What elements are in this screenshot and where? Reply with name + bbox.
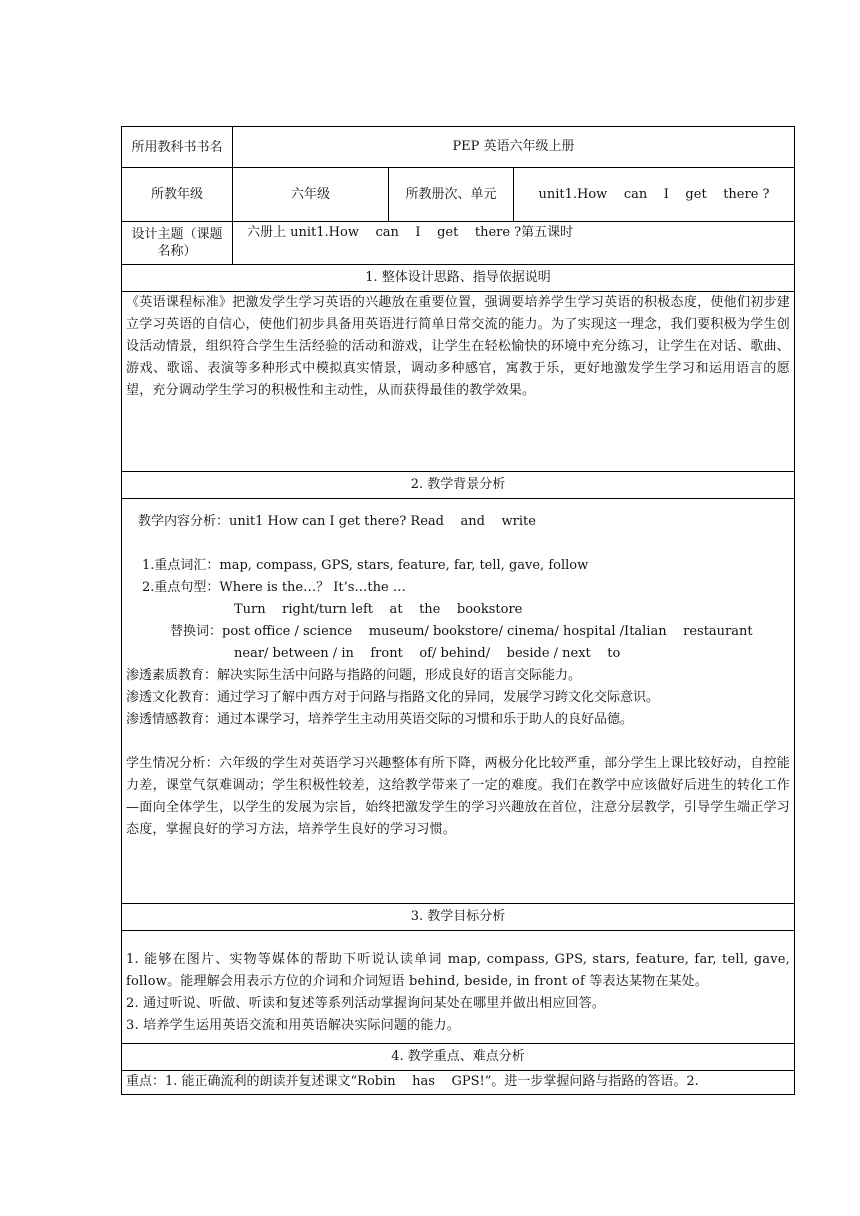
theme-value: 六册上 unit1.How can I get there ?第五课时 <box>233 222 795 265</box>
section-1-body <box>122 292 795 472</box>
textbook-label: 所用教科书书名 <box>122 127 233 168</box>
theme-row <box>122 222 795 265</box>
section-4-title: 4. 教学重点、难点分析 <box>122 1044 795 1071</box>
section-4-header <box>122 1044 795 1071</box>
goal-3: 3. 培养学生运用英语交流和用英语解决实际问题的能力。 <box>126 1018 460 1033</box>
section-3-body <box>122 931 795 1044</box>
volume-label: 所教册次、单元 <box>389 168 514 222</box>
quality-education: 渗透素质教育：解决实际生活中问路与指路的问题，形成良好的语言交际能力。 <box>126 668 582 683</box>
grade-label: 所教年级 <box>122 168 233 222</box>
theme-label: 设计主题（课题名称） <box>122 222 233 265</box>
replacement-words: 替换词：post office / science museum/ bookstore/ cinema/ hospital /Italian restaurant <box>170 624 753 639</box>
textbook-value: PEP 英语六年级上册 <box>233 127 795 168</box>
culture-education: 渗透文化教育：通过学习了解中西方对于问路与指路文化的异同，发展学习跨文化交际意识。 <box>126 690 660 705</box>
section-3-title: 3. 教学目标分析 <box>122 904 795 931</box>
section-1-text: 《英语课程标准》把激发学生学习英语的兴趣放在重要位置，强调要培养学生学习英语的积极态度，使他们初步建立学习英语的自信心，使他们初步具备用英语进行简单日常交流的能力。为了实现这一理念，我们要积极为学生创设活动情景，组织符合学生生活经验的活动和游戏，让学生在轻松愉快的环境中充分练习，让学生在对话、歌曲、游戏、歌谣、表演等多种形式中模拟真实情景，调动多种感官，寓教于乐，更好地激发学生学习和运用语言的愿望，充分调动学生学习的积极性和主动性，从而获得最佳的教学效果。 <box>126 295 791 398</box>
section-1-title: 1. 整体设计思路、指导依据说明 <box>122 265 795 292</box>
section-4-body <box>122 1071 795 1095</box>
goal-2: 2. 通过听说、听做、听读和复述等系列活动掌握询问某处在哪里并做出相应回答。 <box>126 996 606 1011</box>
section-2-title: 2. 教学背景分析 <box>122 472 795 499</box>
lesson-plan-table <box>121 126 795 1095</box>
lesson-plan-sheet <box>121 126 794 1095</box>
emotion-education: 渗透情感教育：通过本课学习，培养学生主动用英语交际的习惯和乐于助人的良好品德。 <box>126 712 634 727</box>
prepositions: near/ between / in front of/ behind/ beside / next to <box>234 646 621 661</box>
goal-1: 1. 能够在图片、实物等媒体的帮助下听说认读单词 map, compass, GPS, stars, feature, far, tell, gave, follow。能理解会用表示方位的介词和介词短语 behind, beside, in front of 等表达某物在某处。 <box>126 952 791 989</box>
student-analysis: 学生情况分析：六年级的学生对英语学习兴趣整体有所下降，两极分化比较严重，部分学生上课比较好动，自控能力差，课堂气氛难调动；学生积极性较差，这给教学带来了一定的难度。我们在教学中应该做好后进生的转化工作—面向全体学生，以学生的发展为宗旨，始终把激发学生的学习兴趣放在首位，注意分层教学，引导学生端正学习态度，掌握良好的学习方法，培养学生良好的学习习惯。 <box>126 756 791 837</box>
section-1-header <box>122 265 795 292</box>
key-sentence: 2.重点句型：Where is the…？ It’s…the … <box>142 580 406 595</box>
content-analysis: 教学内容分析：unit1 How can I get there? Read and write <box>138 514 536 529</box>
section-3-header <box>122 904 795 931</box>
section-2-header <box>122 472 795 499</box>
key-vocab: 1.重点词汇：map, compass, GPS, stars, feature, far, tell, gave, follow <box>142 558 589 573</box>
grade-row <box>122 168 795 222</box>
section-2-body <box>122 499 795 904</box>
section-4-text: 重点：1. 能正确流利的朗读并复述课文“Robin has GPS!”。进一步掌握问路与指路的答语。2. <box>126 1074 699 1089</box>
sentence-turn: Turn right/turn left at the bookstore <box>234 602 523 617</box>
volume-value: unit1.How can I get there ? <box>514 168 795 222</box>
textbook-row <box>122 127 795 168</box>
grade-value: 六年级 <box>233 168 389 222</box>
